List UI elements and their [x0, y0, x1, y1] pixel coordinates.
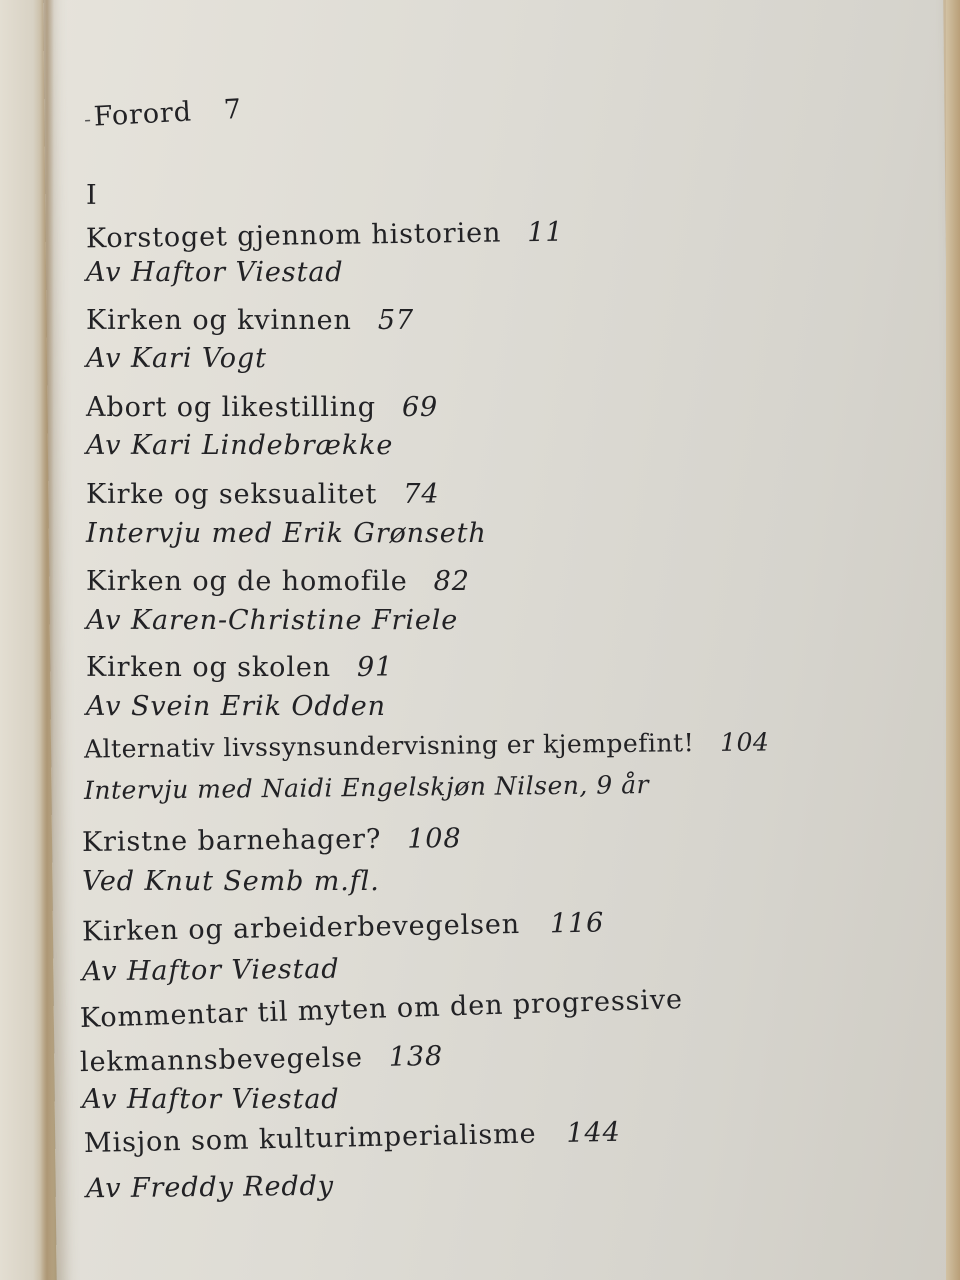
toc-entry-title: [84, 1117, 621, 1159]
entry-title-text: Alternativ livssynsundervisning er kjempefint!: [83, 728, 695, 764]
entry-page-number: 104: [720, 727, 770, 757]
entry-page-number: 91: [357, 652, 394, 683]
toc-entry-author: [86, 518, 487, 549]
entry-page-number: 69: [401, 392, 439, 423]
section-label: [86, 180, 98, 211]
toc-entry-author: [86, 1171, 334, 1205]
foreword-title: Forord: [92, 96, 193, 133]
toc-entry-title: [82, 823, 462, 858]
entry-title-text: Misjon som kulturimperialisme: [83, 1118, 537, 1159]
entry-page-number: 108: [407, 823, 462, 855]
section-numeral: I: [86, 180, 98, 211]
toc-entry-title: [82, 907, 605, 947]
entry-author-text: Av Kari Vogt: [86, 343, 267, 374]
toc-entry-title: [80, 984, 684, 1034]
entry-author-text: Av Karen-Christine Friele: [86, 605, 459, 636]
entry-page-number: 116: [549, 907, 605, 940]
entry-title-text: Kristne barnehager?: [81, 823, 382, 858]
entry-page-number: 57: [377, 305, 415, 336]
entry-page-number: 11: [527, 216, 564, 249]
toc-entry-title: [86, 392, 438, 423]
entry-author-text: Av Svein Erik Odden: [86, 691, 386, 722]
entry-title-text: Korstoget gjennom historien: [85, 217, 502, 255]
toc-entry-title: [84, 727, 770, 763]
foreword-page: 7: [223, 93, 243, 126]
entry-title-text: Kirken og kvinnen: [86, 305, 352, 336]
toc-entry-title-continued: [80, 1041, 444, 1078]
toc-entry-title: [86, 305, 414, 336]
toc-entry-author: [86, 430, 393, 461]
toc-entry-title: [86, 566, 470, 597]
entry-title-text: Abort og likestilling: [86, 392, 376, 423]
pencil-mark-icon: -: [83, 106, 93, 132]
entry-page-number: 144: [566, 1116, 621, 1149]
entry-title-text: Kirken og de homofile: [86, 566, 408, 597]
toc-entry-author: [84, 770, 649, 805]
entry-page-number: 138: [388, 1040, 444, 1073]
toc-entry-author: [82, 866, 380, 897]
entry-author-text: Av Freddy Reddy: [85, 1170, 335, 1205]
entry-title-text: Kirken og arbeiderbevegelsen: [81, 908, 521, 948]
toc-entry-author: [82, 954, 340, 988]
entry-author-text: Intervju med Erik Grønseth: [86, 518, 487, 549]
toc-entry-author: [86, 343, 267, 374]
entry-author-text: Ved Knut Semb m.fl.: [82, 866, 380, 897]
toc-entry-title: [86, 479, 439, 510]
toc-entry-author: [86, 605, 458, 636]
entry-page-number: 82: [433, 566, 470, 597]
toc-entry-author: [86, 257, 344, 288]
toc-entry-author: [82, 1084, 340, 1115]
entry-title-text: Kirke og seksualitet: [86, 479, 378, 510]
entry-title-text: Kommentar til myten om den progressive: [79, 984, 684, 1034]
entry-title-text: lekmannsbevegelse: [79, 1042, 364, 1079]
toc-entry-title: [86, 217, 564, 255]
entry-title-text: Kirken og skolen: [86, 652, 332, 683]
toc-entry-author: [86, 691, 386, 722]
entry-author-text: Av Kari Lindebrække: [86, 430, 394, 461]
toc-foreword: [83, 94, 242, 133]
entry-page-number: 74: [403, 479, 440, 510]
toc-entry-title: [86, 652, 393, 683]
entry-author-text: Av Haftor Viestad: [82, 1084, 340, 1115]
entry-author-text: Intervju med Naidi Engelskjøn Nilsen, 9 år: [83, 770, 650, 805]
entry-author-text: Av Haftor Viestad: [86, 257, 344, 288]
entry-author-text: Av Haftor Viestad: [81, 953, 340, 988]
